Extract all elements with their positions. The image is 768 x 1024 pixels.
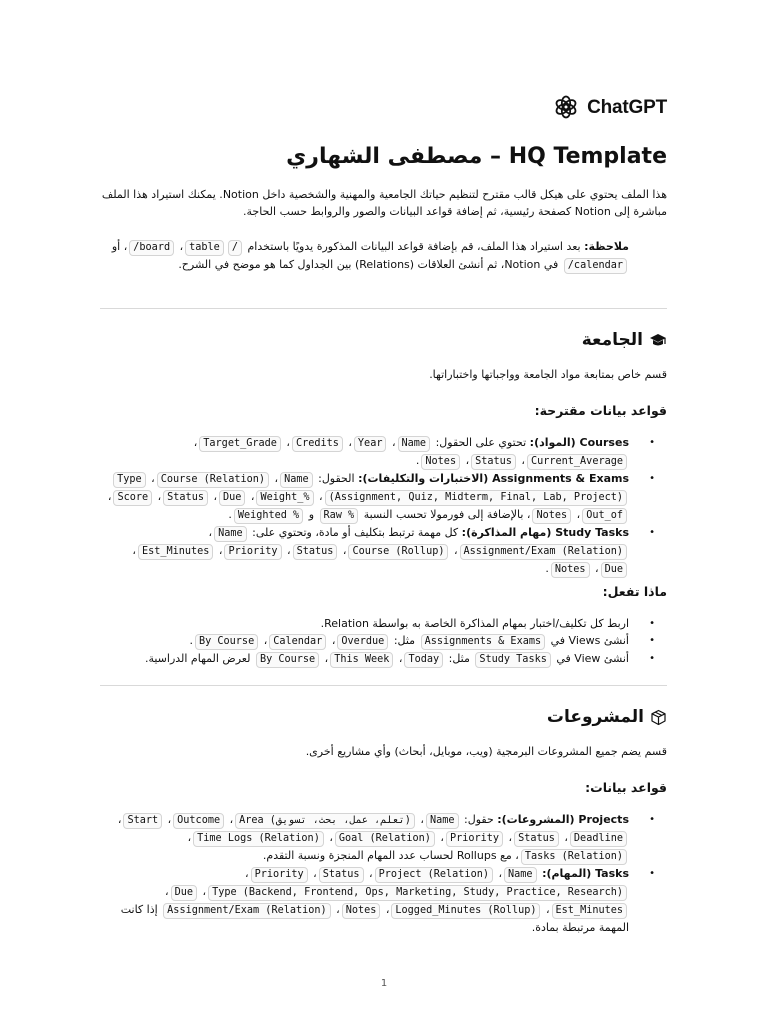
page-number: 1 (380, 978, 388, 989)
openai-logo-icon (553, 94, 579, 120)
graduation-cap-icon (649, 332, 667, 348)
note-paragraph: ملاحظة: بعد استيراد هذا الملف، قم بإضافة قواعد البيانات المذكورة يدويًا باستخدام /table، /board، أو /calendar في Notion، ثم أنشئ العلاقات (Relations) بين الجداول كما هو موضح في الشرح. (100, 238, 667, 274)
projects-desc: قسم يضم جميع المشروعات البرمجية (ويب، موبايل، أبحاث) وأي مشاريع أخرى. (305, 745, 667, 758)
document-title: HQ Template – مصطفى الشهاري (286, 144, 667, 169)
university-actions-heading: ماذا تفعل: (602, 584, 667, 599)
list-item-projects: • Projects (المشروعات): حقول: Name، Area (تعلم، عمل، بحث، تسويق)، Outcome، Start، Deadline، Status، Priority، Goal (Relation)، Time Logs (Relation)، Tasks (Relation)، مع Rollups لحساب عدد المهام المنجزة ونسبة التقدم. (100, 811, 629, 865)
code-calendar: /calendar (564, 258, 627, 274)
divider (100, 685, 667, 686)
projects-heading: المشروعات (100, 705, 667, 729)
code-table: table (185, 240, 224, 256)
list-item-action-1: • اربط كل تكليف/اختبار بمهام المذاكرة الخاصة به بواسطة Relation. (100, 615, 629, 632)
list-item-assignments: • Assignments & Exams (الاختبارات والتكليفات): الحقول: Name، Course (Relation)، Type (Assignment, Quiz, Midterm, Final, Lab, Project)، Weight_%، Due، Status، Score، Out_of، Notes، بالإضافة إلى فورمولا تحسب النسبة Raw % و Weighted %. (100, 470, 629, 524)
list-item-courses: • Courses (المواد): تحتوي على الحقول: Name، Year، Credits، Target_Grade، Current_Average، Status، Notes. (100, 434, 629, 470)
list-item-action-3: • أنشئ View في Study Tasks مثل: Today، This Week، By Course لعرض المهام الدراسية. (100, 650, 629, 668)
brand-name: ChatGPT (587, 96, 667, 118)
university-db-list (100, 434, 667, 578)
list-item-action-2: • أنشئ Views في Assignments & Exams مثل: Overdue، Calendar، By Course. (100, 632, 629, 650)
document-page (100, 0, 667, 1024)
brand-header (100, 93, 667, 121)
university-actions-list (100, 615, 667, 668)
projects-db-heading: قواعد بيانات: (585, 780, 667, 795)
intro-paragraph: هذا الملف يحتوي على هيكل قالب مقترح لتنظيم حياتك الجامعية والمهنية والشخصية داخل Notion. يمكنك استيراد هذا الملف مباشرة إلى Notion كصفحة رئيسية، ثم إضافة قواعد البيانات والصور والروابط حسب الحاجة. (101, 188, 667, 218)
university-desc: قسم خاص بمتابعة مواد الجامعة وواجباتها واختباراتها. (429, 368, 667, 381)
code-slash: / (228, 240, 242, 256)
note-label: ملاحظة: (584, 240, 629, 253)
list-item-tasks: • Tasks (المهام): Name، Project (Relation)، Status، Priority، Type (Backend, Frontend, Ops, Marketing, Study, Practice, Research)، Due، Est_Minutes، Logged_Minutes (Rollup)، Notes، Assignment/Exam (Relation) إذا كانت المهمة مرتبطة بمادة. (100, 865, 629, 936)
list-item-study-tasks: • Study Tasks (مهام المذاكرة): كل مهمة ترتبط بتكليف أو مادة، وتحتوي على: Name، Assignment/Exam (Relation)، Course (Rollup)، Status، Priority، Est_Minutes، Due، Notes. (100, 524, 629, 578)
university-heading: الجامعة (100, 328, 667, 352)
university-db-heading: قواعد بيانات مقترحة: (534, 403, 667, 418)
divider (100, 308, 667, 309)
package-icon (650, 709, 667, 726)
projects-db-list (100, 811, 667, 936)
code-board: /board (129, 240, 174, 256)
